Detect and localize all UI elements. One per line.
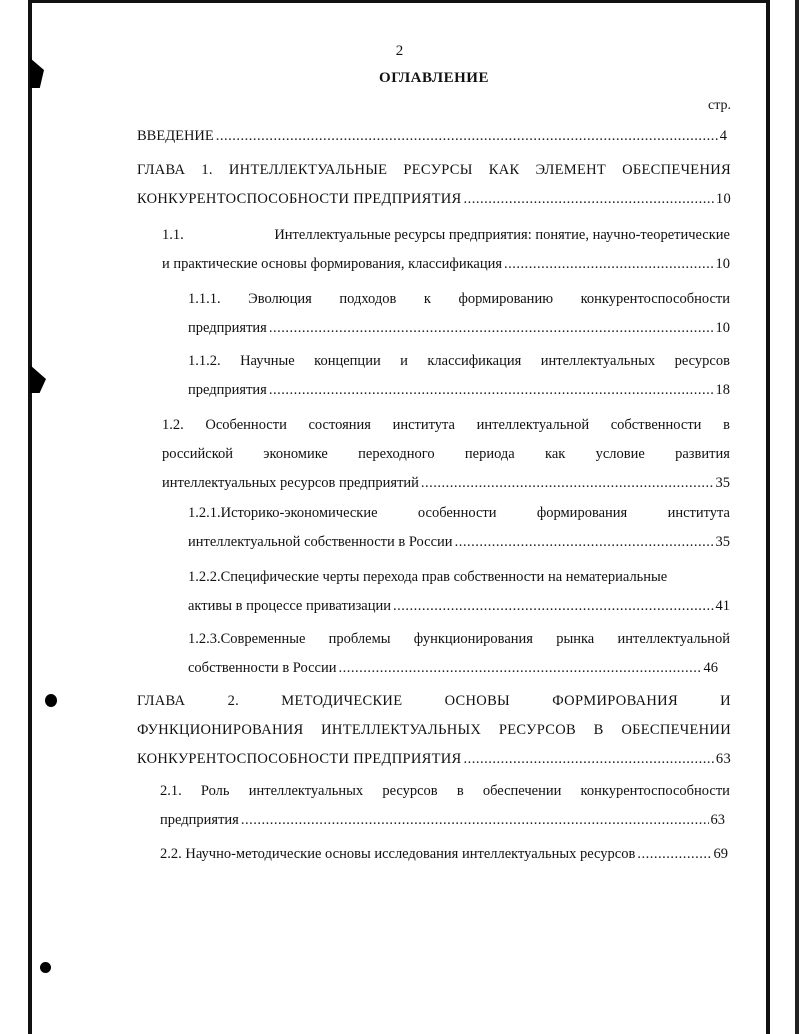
toc-entry-line: 1.1.1. Эволюция подходов к формированию конкурентоспособности bbox=[188, 291, 730, 307]
leader-dots bbox=[463, 746, 713, 772]
binder-hole-mark bbox=[45, 694, 57, 707]
page-title: ОГЛАВЛЕНИЕ bbox=[379, 70, 489, 86]
toc-entry-chapter-1[interactable] bbox=[137, 157, 731, 212]
toc-entry-section-2-1[interactable] bbox=[160, 778, 730, 833]
toc-entry-chapter-2[interactable] bbox=[137, 688, 731, 772]
toc-entry-section-1-2-2[interactable] bbox=[188, 564, 730, 619]
toc-entry-text: предприятия bbox=[188, 320, 267, 336]
toc-entry-text: КОНКУРЕНТОСПОСОБНОСТИ ПРЕДПРИЯТИЯ bbox=[137, 751, 462, 767]
leader-dots bbox=[216, 123, 718, 149]
toc-entry-text: собственности в России bbox=[188, 660, 337, 676]
toc-entry-text: ВВЕДЕНИЕ bbox=[137, 128, 214, 144]
toc-page-number: 10 bbox=[715, 256, 730, 272]
toc-entry-line: 1.2.3.Современные проблемы функционирования рынка интеллектуальной bbox=[188, 631, 730, 647]
toc-entry-section-1-1-2[interactable] bbox=[188, 348, 730, 403]
toc-page-number: 10 bbox=[715, 320, 730, 336]
leader-dots bbox=[637, 841, 711, 867]
toc-entry-text: интеллектуальной собственности в России bbox=[188, 534, 453, 550]
toc-entry-text: и практические основы формирования, классификация bbox=[162, 256, 503, 272]
toc-page-number: 63 bbox=[715, 751, 731, 767]
leader-dots bbox=[504, 251, 713, 277]
toc-entry-text: 2.2. Научно-методические основы исследования интеллектуальных ресурсов bbox=[160, 846, 636, 862]
toc-page-number: 4 bbox=[719, 128, 727, 144]
leader-dots bbox=[269, 315, 714, 341]
toc-entry-line: 1.2. Особенности состояния института интеллектуальной собственности в bbox=[162, 417, 730, 433]
toc-entry-text: предприятия bbox=[188, 382, 267, 398]
toc-entry-line: ГЛАВА 2. МЕТОДИЧЕСКИЕ ОСНОВЫ ФОРМИРОВАНИЯ И bbox=[137, 693, 731, 709]
toc-entry-section-1-2-3[interactable] bbox=[188, 626, 730, 681]
leader-dots bbox=[455, 529, 714, 555]
toc-page-number: 35 bbox=[715, 534, 730, 550]
toc-entry-line: российской экономике переходного периода как условие развития bbox=[162, 446, 730, 462]
toc-entry-line: ГЛАВА 1. ИНТЕЛЛЕКТУАЛЬНЫЕ РЕСУРСЫ КАК ЭЛЕМЕНТ ОБЕСПЕЧЕНИЯ bbox=[137, 162, 731, 178]
leader-dots bbox=[339, 655, 702, 681]
toc-page-number: 10 bbox=[715, 191, 731, 207]
toc-entry-line: 2.1. Роль интеллектуальных ресурсов в обеспечении конкурентоспособности bbox=[160, 783, 730, 799]
toc-entry-text: активы в процессе приватизации bbox=[188, 598, 392, 614]
toc-entry-section-1-2[interactable] bbox=[162, 412, 730, 496]
toc-page-number: 69 bbox=[713, 846, 728, 862]
toc-entry-section-1-1[interactable] bbox=[162, 222, 730, 277]
toc-page-number: 63 bbox=[710, 812, 725, 828]
toc-entry-line: 1.2.1.Историко-экономические особенности формирования института bbox=[188, 505, 730, 521]
leader-dots bbox=[421, 470, 714, 496]
toc-entry-text: интеллектуальных ресурсов предприятий bbox=[162, 475, 419, 491]
toc-entry-section-1-1-1[interactable] bbox=[188, 286, 730, 341]
toc-entry-introduction[interactable] bbox=[137, 123, 727, 149]
leader-dots bbox=[241, 807, 709, 833]
toc-page-number: 41 bbox=[715, 598, 730, 614]
toc-entry-text: КОНКУРЕНТОСПОСОБНОСТИ ПРЕДПРИЯТИЯ bbox=[137, 191, 462, 207]
toc-entry-section-2-2[interactable] bbox=[160, 841, 728, 867]
toc-entry-line: 1.1. Интеллектуальные ресурсы предприятия: понятие, научно-теоретические bbox=[162, 227, 730, 243]
leader-dots bbox=[393, 593, 713, 619]
toc-page-number: 35 bbox=[715, 475, 730, 491]
toc-entry-line: 1.2.2.Специфические черты перехода прав собственности на нематериальные bbox=[188, 569, 668, 585]
leader-dots bbox=[463, 186, 713, 212]
scan-edge bbox=[795, 0, 799, 1034]
page-number: 2 bbox=[395, 43, 404, 59]
binder-hole-mark bbox=[40, 962, 51, 973]
toc-entry-section-1-2-1[interactable] bbox=[188, 500, 730, 555]
pages-column-label: стр. bbox=[707, 98, 731, 113]
toc-entry-text: предприятия bbox=[160, 812, 239, 828]
leader-dots bbox=[269, 377, 714, 403]
toc-entry-line: ФУНКЦИОНИРОВАНИЯ ИНТЕЛЛЕКТУАЛЬНЫХ РЕСУРСОВ В ОБЕСПЕЧЕНИИ bbox=[137, 722, 731, 738]
toc-page-number: 18 bbox=[715, 382, 730, 398]
toc-entry-line: 1.1.2. Научные концепции и классификация интеллектуальных ресурсов bbox=[188, 353, 730, 369]
toc-page-number: 46 bbox=[703, 660, 718, 676]
